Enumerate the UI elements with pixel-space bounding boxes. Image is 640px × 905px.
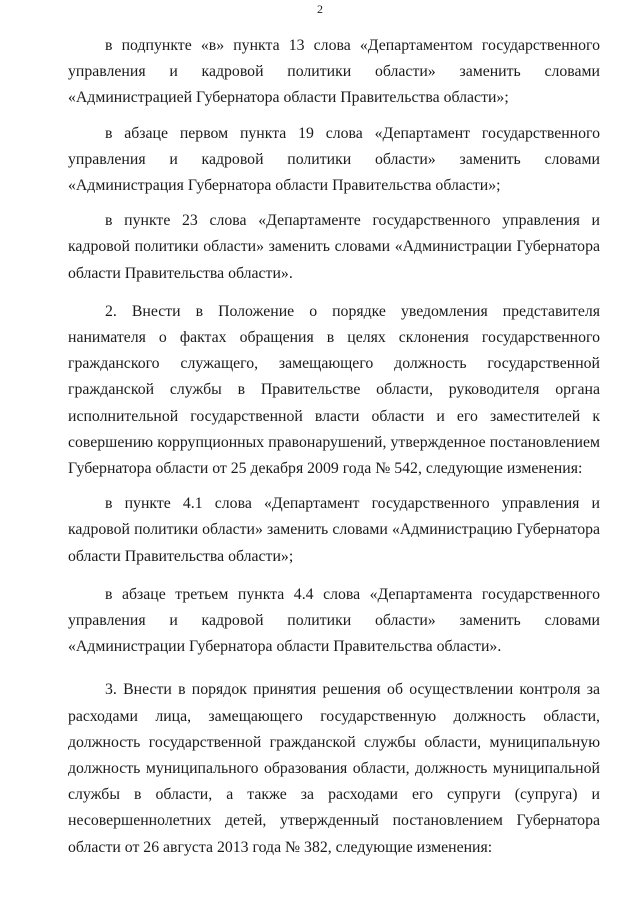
paragraph-point-4-1: в пункте 4.1 слова «Департамент государственного управления и кадровой политики области» заменить словами «Администрацию Губернатора области Правительства области»;	[68, 495, 600, 565]
paragraph-item-3: 3. Внести в порядок принятия решения об осуществлении контроля за расходами лица, замещающего государственную должность области, должность государственной гражданской службы области, муниципальную должность муниципального образования области, должность муниципальной службы в области, а также за расходами его супруги (супруга) и несовершеннолетних детей, утвержденный постановлением Губернатора области от 26 августа 2013 года № 382, следующие изменения:	[68, 681, 600, 856]
paragraph-point-23: в пункте 23 слова «Департаменте государственного управления и кадровой политики области» заменить словами «Администрации Губернатора области Правительства области».	[68, 212, 600, 282]
page-number: 2	[317, 2, 323, 16]
paragraph-subpoint-v-13: в подпункте «в» пункта 13 слова «Департаментом государственного управления и кадровой политики области» заменить словами «Администрацией Губернатора области Правительства области»;	[68, 37, 600, 107]
paragraph-point-4-4: в абзаце третьем пункта 4.4 слова «Департамента государственного управления и кадровой политики области» заменить словами «Администрации Губернатора области Правительства области».	[68, 585, 600, 656]
document-body	[68, 33, 600, 861]
paragraph-point-19: в абзаце первом пункта 19 слова «Департамент государственного управления и кадровой политики области» заменить словами «Администрация Губернатора области Правительства области»;	[68, 124, 600, 195]
paragraph-item-2: 2. Внести в Положение о порядке уведомления представителя нанимателя о фактах обращения в целях склонения государственного гражданского служащего, замещающего должность государственной гражданской службы в Правительстве области, руководителя органа исполнительной государственной власти области и его заместителей к совершению коррупционных правонарушений, утвержденное постановлением Губернатора области от 25 декабря 2009 года № 542, следующие изменения:	[68, 302, 600, 478]
